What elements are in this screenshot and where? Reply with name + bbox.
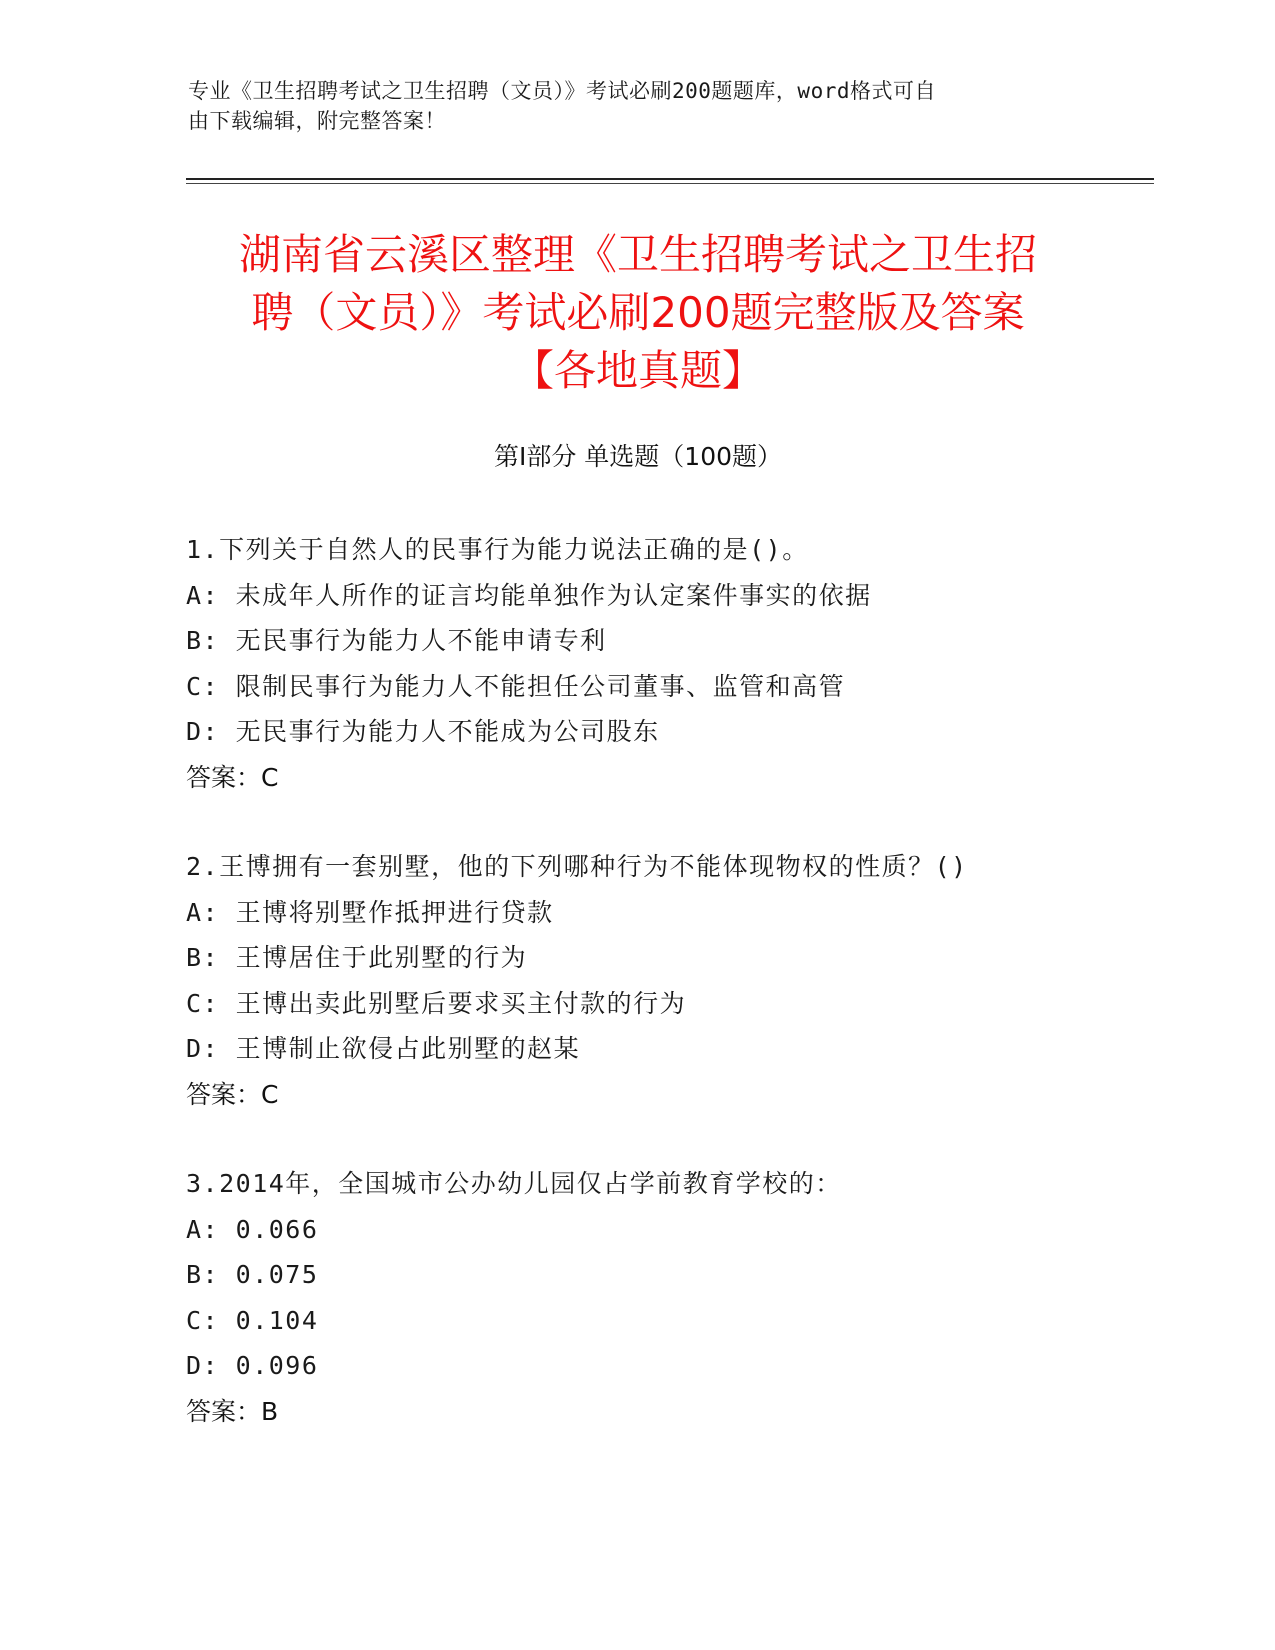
option-a: A: 王博将别墅作抵押进行贷款 (186, 897, 554, 927)
option-a: A: 未成年人所作的证言均能单独作为认定案件事实的依据 (186, 580, 872, 610)
header-note-line-1: 专业《卫生招聘考试之卫生招聘（文员）》考试必刷200题题库，word格式可自 (188, 79, 936, 103)
option-b: B: 无民事行为能力人不能申请专利 (186, 626, 607, 655)
question-stem: 3.2014年，全国城市公办幼儿园仅占学前教育学校的： (186, 1169, 842, 1198)
option-c: C: 限制民事行为能力人不能担任公司董事、监管和高管 (186, 671, 846, 701)
option-c: C: 王博出卖此别墅后要求买主付款的行为 (186, 988, 687, 1018)
option-d: D: 无民事行为能力人不能成为公司股东 (186, 717, 660, 746)
question-stem: 2.王博拥有一套别墅，他的下列哪种行为不能体现物权的性质？() (186, 852, 968, 881)
header-divider-thick (186, 178, 1154, 180)
option-d: D: 0.096 (186, 1351, 319, 1380)
option-d: D: 王博制止欲侵占此别墅的赵某 (186, 1034, 581, 1063)
option-a: A: 0.066 (186, 1214, 319, 1244)
section-heading: 第I部分 单选题（100题） (493, 442, 783, 471)
question-stem: 1.下列关于自然人的民事行为能力说法正确的是()。 (186, 535, 809, 564)
title-line-2: 聘（文员）》考试必刷200题完整版及答案 (251, 288, 1025, 337)
header-note (188, 76, 1068, 136)
option-c: C: 0.104 (186, 1305, 319, 1335)
title-line-3: 【各地真题】 (511, 346, 764, 395)
option-b: B: 0.075 (186, 1260, 319, 1289)
answer: 答案：B (186, 1396, 279, 1426)
question-2 (186, 844, 1146, 1117)
answer: 答案：C (186, 1079, 279, 1109)
answer: 答案：C (186, 762, 279, 792)
option-b: B: 王博居住于此别墅的行为 (186, 943, 528, 972)
title-line-1: 湖南省云溪区整理《卫生招聘考试之卫生招 (238, 230, 1037, 279)
header-note-line-2: 由下载编辑，附完整答案！ (188, 109, 446, 133)
question-list (186, 527, 1146, 1478)
document-title (186, 226, 1090, 400)
question-1 (186, 527, 1146, 800)
header-divider-thin (186, 183, 1154, 184)
question-3 (186, 1161, 1146, 1434)
